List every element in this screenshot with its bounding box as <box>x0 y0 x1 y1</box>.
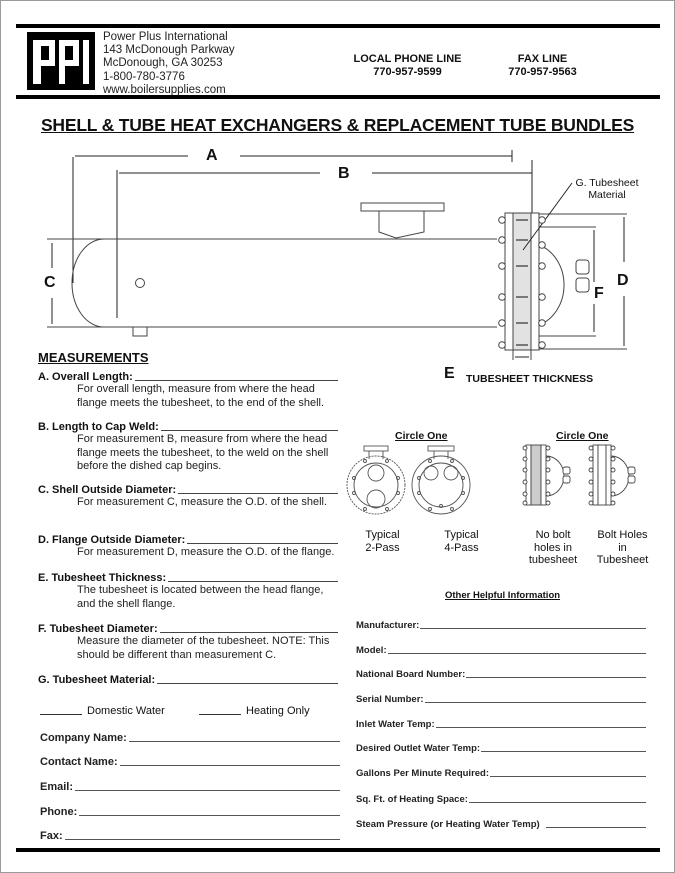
shell-drain <box>133 327 147 336</box>
nozzle-flange <box>361 203 444 211</box>
no-bolt-holes-drawing <box>523 445 570 505</box>
measurement-c-input[interactable] <box>178 493 338 494</box>
outlet-water-temp-label: Desired Outlet Water Temp: <box>356 743 481 754</box>
company-name-label: Company Name: <box>40 732 127 744</box>
measurement-f-input[interactable] <box>160 632 338 633</box>
fax-field <box>40 830 340 842</box>
heating-only-label: Heating Only <box>246 705 310 717</box>
no-bolt-holes-option[interactable] <box>522 529 584 567</box>
measurement-b-input[interactable] <box>161 430 338 431</box>
tubesheet-thickness-caption: TUBESHEET THICKNESS <box>466 373 594 385</box>
footer-rule <box>16 848 660 852</box>
model-label: Model: <box>356 645 387 656</box>
dimension-a-label: A <box>206 147 218 164</box>
phone-input[interactable] <box>79 815 340 816</box>
tubesheet-material-line1: G. Tubesheet <box>575 177 639 189</box>
bolt-holes-line1: Bolt Holes <box>597 529 648 541</box>
manufacturer-label: Manufacturer: <box>356 620 420 631</box>
outlet-water-temp-input[interactable] <box>481 751 646 752</box>
inlet-water-temp-label: Inlet Water Temp: <box>356 719 435 730</box>
ppi-logo <box>27 32 95 90</box>
local-phone-block <box>345 53 470 79</box>
national-board-number-input[interactable] <box>466 677 646 678</box>
fax-block <box>490 53 595 79</box>
measurement-a-input[interactable] <box>135 380 338 381</box>
four-pass-option[interactable] <box>434 529 489 554</box>
header-top-rule <box>16 24 660 28</box>
bolt-choice-drawings <box>520 442 650 512</box>
shell-flange <box>505 213 513 350</box>
gpm-required-input[interactable] <box>490 776 646 777</box>
steam-pressure-input[interactable] <box>546 827 646 828</box>
measurement-f-label: F. Tubesheet Diameter: <box>38 623 158 635</box>
serial-number-label: Serial Number: <box>356 694 424 705</box>
local-phone-number: 770-957-9599 <box>373 66 442 78</box>
bolt-holes-line2: in <box>618 541 627 554</box>
measurements-heading: MEASUREMENTS <box>38 350 149 365</box>
company-name: Power Plus International <box>103 31 228 43</box>
dimension-c-label: C <box>44 274 56 291</box>
four-pass-line1: Typical <box>444 529 479 541</box>
measurement-c-desc-1: For measurement C, measure the O.D. of the shell. <box>77 496 328 508</box>
shell-port <box>136 279 145 288</box>
model-input[interactable] <box>388 653 646 654</box>
measurement-a <box>38 371 338 410</box>
measurement-g <box>38 674 338 686</box>
dimension-d-label: D <box>617 272 629 289</box>
email-field <box>40 781 340 793</box>
four-pass-line2: 4-Pass <box>444 541 479 554</box>
no-bolt-holes-line3: tubesheet <box>528 554 578 566</box>
measurement-d-input[interactable] <box>187 543 338 544</box>
nozzle-body <box>379 211 424 238</box>
inlet-water-temp-field <box>356 719 646 730</box>
contact-name-field <box>40 756 340 768</box>
head-nozzle-top <box>576 260 589 274</box>
domestic-water-option[interactable] <box>40 705 165 717</box>
measurement-e-desc-2: and the shell flange. <box>77 597 176 610</box>
serial-number-field <box>356 694 646 705</box>
fax-number: 770-957-9563 <box>508 66 577 78</box>
tubesheet-material-callout <box>567 177 647 201</box>
measurement-d <box>38 534 338 560</box>
dished-cap <box>72 239 104 327</box>
fax-input[interactable] <box>65 839 340 840</box>
heating-space-label: Sq. Ft. of Heating Space: <box>356 794 468 805</box>
measurement-f <box>38 623 338 662</box>
steam-pressure-field <box>356 819 646 830</box>
measurement-d-desc-1: For measurement D, measure the O.D. of the flange. <box>77 546 335 558</box>
measurement-c <box>38 484 338 510</box>
contact-name-input[interactable] <box>120 765 340 766</box>
measurement-e-label: E. Tubesheet Thickness: <box>38 572 167 584</box>
outlet-water-temp-field <box>356 743 646 754</box>
pass-choice-drawings <box>345 443 475 523</box>
fax-field-label: Fax: <box>40 830 63 842</box>
measurement-g-label: G. Tubesheet Material: <box>38 674 156 686</box>
company-name-field <box>40 732 340 744</box>
heating-space-input[interactable] <box>469 802 646 803</box>
two-pass-line2: 2-Pass <box>365 541 400 554</box>
heating-only-blank[interactable] <box>199 713 241 715</box>
measurement-b <box>38 421 338 474</box>
no-bolt-holes-line2: holes in <box>534 541 572 554</box>
no-bolt-holes-line1: No bolt <box>535 529 571 541</box>
model-field <box>356 645 646 656</box>
domestic-water-blank[interactable] <box>40 713 82 715</box>
manufacturer-field <box>356 620 646 631</box>
measurement-f-desc-1: Measure the diameter of the tubesheet. NOTE: This <box>77 635 330 647</box>
tubesheet <box>513 213 531 350</box>
other-info-heading: Other Helpful Information <box>445 590 561 601</box>
company-info <box>103 31 235 97</box>
heating-only-option[interactable] <box>199 705 310 717</box>
company-phone: 1-800-780-3776 <box>103 70 185 83</box>
measurement-b-desc-1: For measurement B, measure from where the head <box>77 433 328 445</box>
measurement-b-label: B. Length to Cap Weld: <box>38 421 159 433</box>
measurement-b-desc-3: before the dished cap begins. <box>77 460 222 473</box>
tubesheet-material-line2: Material <box>588 189 626 201</box>
email-input[interactable] <box>75 790 340 791</box>
pass-choice-heading: Circle One <box>395 430 448 442</box>
measurement-f-desc-2: should be different than measurement C. <box>77 648 277 661</box>
heating-space-field <box>356 794 646 805</box>
bolt-holes-option[interactable] <box>590 529 655 567</box>
measurement-c-label: C. Shell Outside Diameter: <box>38 484 177 496</box>
two-pass-line1: Typical <box>365 529 400 541</box>
local-phone-label: LOCAL PHONE LINE <box>353 53 462 65</box>
measurement-e-desc-1: The tubesheet is located between the head flange, <box>77 584 324 596</box>
national-board-number-label: National Board Number: <box>356 669 466 680</box>
measurement-b-desc-2: flange meets the tubesheet, to the weld on the shell <box>77 446 329 459</box>
company-address-street: 143 McDonough Parkway <box>103 44 235 57</box>
dimension-b-label: B <box>338 165 350 182</box>
steam-pressure-label: Steam Pressure (or Heating Water Temp) <box>356 819 540 830</box>
bolt-holes-drawing <box>589 445 635 505</box>
fax-label: FAX LINE <box>517 53 568 65</box>
national-board-number-field <box>356 669 646 680</box>
company-name-input[interactable] <box>129 741 340 742</box>
gpm-required-label: Gallons Per Minute Required: <box>356 768 490 779</box>
measurement-a-label: A. Overall Length: <box>38 371 133 383</box>
dimension-f-label: F <box>594 285 604 302</box>
phone-field <box>40 806 340 818</box>
two-pass-drawing <box>347 446 405 514</box>
measurement-a-desc-2: flange meets the tubesheet, to the end of the shell. <box>77 396 325 409</box>
measurement-a-desc-1: For overall length, measure from where the head <box>77 383 315 395</box>
dimension-e-label: E <box>444 365 455 382</box>
company-website[interactable]: www.boilersupplies.com <box>103 83 226 96</box>
contact-name-label: Contact Name: <box>40 756 118 768</box>
serial-number-input[interactable] <box>425 702 646 703</box>
head-nozzle-bottom <box>576 278 589 292</box>
email-label: Email: <box>40 781 74 793</box>
company-address-city: McDonough, GA 30253 <box>103 57 223 70</box>
measurement-g-input[interactable] <box>157 683 338 684</box>
domestic-water-label: Domestic Water <box>87 705 165 717</box>
measurement-d-label: D. Flange Outside Diameter: <box>38 534 186 546</box>
four-pass-drawing <box>412 446 470 514</box>
head-dome <box>539 245 564 325</box>
inlet-water-temp-input[interactable] <box>436 727 646 728</box>
bolt-holes-line3: Tubesheet <box>596 554 649 566</box>
measurement-e-input[interactable] <box>168 581 338 582</box>
gpm-required-field <box>356 768 646 779</box>
bolt-choice-heading: Circle One <box>556 430 609 442</box>
measurement-e <box>38 572 338 611</box>
page-title: SHELL & TUBE HEAT EXCHANGERS & REPLACEMENT TUBE BUNDLES <box>40 115 635 135</box>
manufacturer-input[interactable] <box>420 628 646 629</box>
phone-label: Phone: <box>40 806 78 818</box>
two-pass-option[interactable] <box>355 529 410 554</box>
